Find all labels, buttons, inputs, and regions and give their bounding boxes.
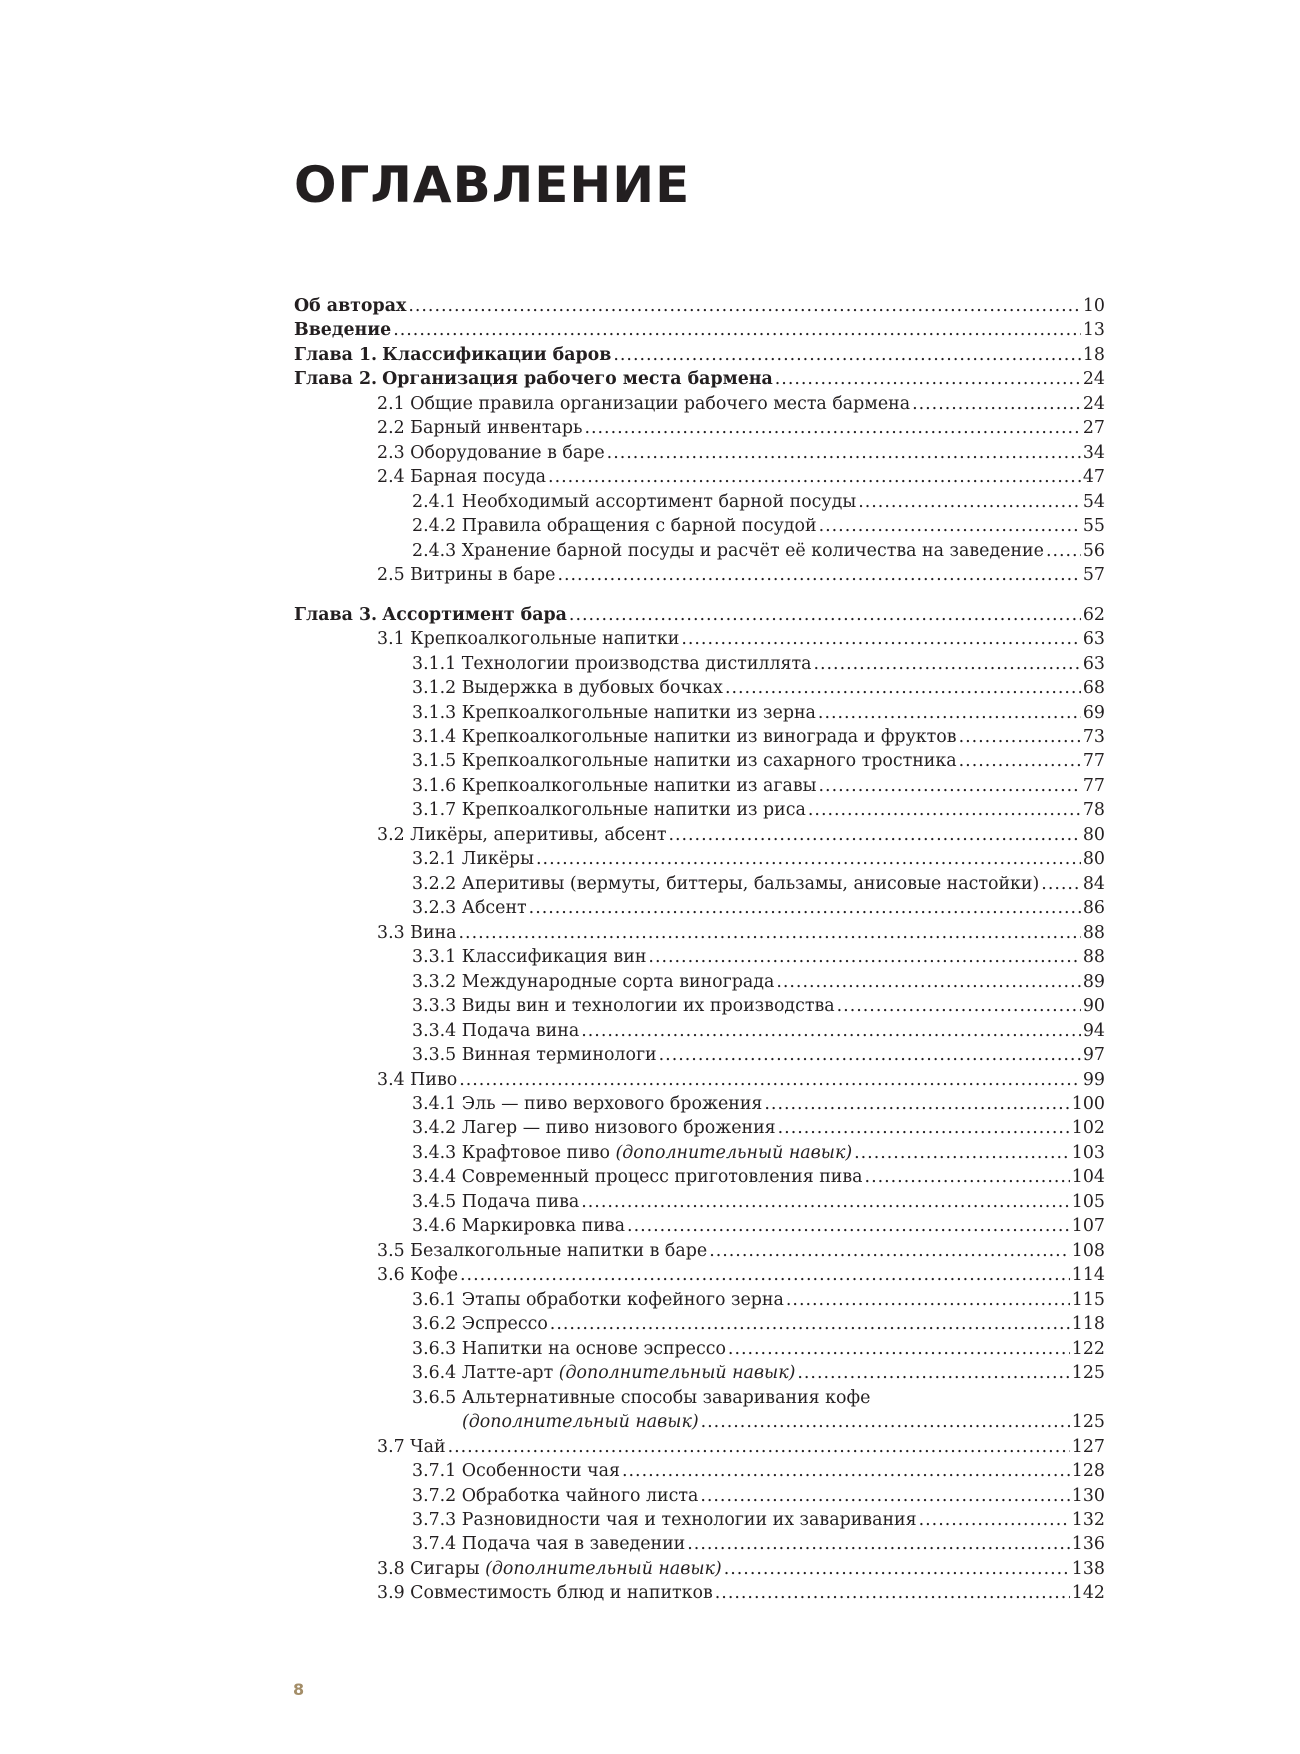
toc-entry[interactable] bbox=[294, 441, 1105, 465]
toc-page-number: 132 bbox=[1071, 1509, 1105, 1530]
toc-entry-label bbox=[377, 392, 910, 416]
toc-page-number: 54 bbox=[1082, 491, 1105, 512]
toc-page-number: 130 bbox=[1071, 1485, 1105, 1506]
toc-dot-leader bbox=[808, 798, 1081, 822]
toc-entry-title: 3.7.3 Разновидности чая и технологии их заваривания bbox=[412, 1509, 917, 1530]
toc-entry[interactable] bbox=[294, 490, 1105, 514]
toc-entry[interactable] bbox=[294, 563, 1105, 587]
toc-entry[interactable] bbox=[294, 603, 1105, 627]
toc-entry-title: 3.1.4 Крепкоалкогольные напитки из винограда и фруктов bbox=[412, 726, 957, 747]
toc-entry-title: 3.2.2 Аперитивы (вермуты, биттеры, бальзамы, анисовые настойки) bbox=[412, 873, 1040, 894]
toc-entry[interactable] bbox=[294, 367, 1105, 391]
toc-entry[interactable] bbox=[294, 1239, 1105, 1263]
toc-entry[interactable] bbox=[294, 749, 1105, 773]
toc-page-number: 100 bbox=[1071, 1094, 1105, 1114]
toc-entry-label bbox=[412, 1043, 657, 1067]
toc-entry-title: 3.1.3 Крепкоалкогольные напитки из зерна bbox=[412, 702, 816, 723]
toc-entry[interactable] bbox=[294, 798, 1105, 822]
toc-entry-title: Ассортимент бара bbox=[382, 604, 567, 625]
toc-page-number: 68 bbox=[1082, 678, 1105, 699]
toc-page-number: 138 bbox=[1071, 1558, 1105, 1579]
toc-entry[interactable] bbox=[294, 416, 1105, 440]
toc-chapter-number: Глава 2. bbox=[294, 369, 378, 390]
toc-entry[interactable] bbox=[294, 701, 1105, 725]
toc-page-number: 13 bbox=[1082, 320, 1105, 341]
toc-entry[interactable] bbox=[294, 1116, 1105, 1140]
toc-page-number: 18 bbox=[1082, 344, 1105, 365]
toc-entry-label bbox=[412, 774, 817, 798]
toc-entry-title: 3.4.3 Крафтовое пиво bbox=[412, 1142, 610, 1163]
toc-entry[interactable] bbox=[294, 514, 1105, 538]
toc-entry-label bbox=[377, 921, 457, 945]
toc-entry[interactable] bbox=[294, 1508, 1105, 1532]
toc-entry[interactable] bbox=[294, 1165, 1105, 1189]
toc-entry-title: 3.4.1 Эль — пиво верхового брожения bbox=[412, 1094, 763, 1114]
toc-entry-label bbox=[412, 970, 774, 994]
toc-entry-title: 3.8 Сигары bbox=[377, 1558, 480, 1579]
toc-entry-label bbox=[377, 1263, 458, 1287]
toc-page-number: 63 bbox=[1082, 653, 1105, 674]
toc-entry-label bbox=[412, 1092, 762, 1116]
toc-entry-title: 3.2.1 Ликёры bbox=[412, 849, 535, 870]
toc-page-number: 125 bbox=[1071, 1412, 1105, 1433]
toc-page-number: 47 bbox=[1082, 467, 1105, 488]
toc-entry[interactable] bbox=[294, 392, 1105, 416]
toc-entry-title: 3.7.4 Подача чая в заведении bbox=[412, 1534, 686, 1555]
toc-entry-label bbox=[412, 749, 957, 773]
toc-dot-leader bbox=[557, 563, 1080, 587]
toc-dot-leader bbox=[959, 725, 1081, 749]
toc-dot-leader bbox=[550, 1312, 1070, 1336]
toc-entry-title: 2.2 Барный инвентарь bbox=[377, 418, 583, 439]
toc-page-number: 102 bbox=[1071, 1118, 1105, 1139]
toc-entry-title: 3.7 Чай bbox=[377, 1436, 446, 1457]
toc-entry-note: (дополнительный навык) bbox=[615, 1142, 853, 1163]
toc-page-number: 125 bbox=[1071, 1363, 1105, 1384]
toc-dot-leader bbox=[919, 1508, 1070, 1532]
toc-entry-title: 2.4.3 Хранение барной посуды и расчёт её количества на заведение bbox=[412, 540, 1044, 561]
toc-dot-leader bbox=[627, 1214, 1070, 1238]
toc-entry-label bbox=[412, 872, 1039, 896]
toc-entry-label bbox=[412, 896, 527, 920]
toc-entry[interactable] bbox=[294, 1019, 1105, 1043]
toc-entry-title: 2.4 Барная посуда bbox=[377, 467, 547, 488]
toc-page-number: 104 bbox=[1071, 1167, 1105, 1188]
toc-dot-leader bbox=[797, 1361, 1069, 1385]
toc-entry-label bbox=[377, 441, 605, 465]
toc-dot-leader bbox=[529, 896, 1081, 920]
toc-entry-label bbox=[412, 1214, 625, 1238]
toc-entry-label bbox=[412, 798, 806, 822]
toc-page-number: 24 bbox=[1082, 393, 1105, 414]
toc-dot-leader bbox=[700, 1484, 1069, 1508]
toc-entry-label bbox=[412, 945, 646, 969]
toc-entry-note: (дополнительный навык) bbox=[462, 1412, 699, 1433]
toc-entry-label bbox=[377, 1068, 457, 1092]
toc-page-number: 84 bbox=[1082, 873, 1105, 894]
toc-entry-title: 2.4.1 Необходимый ассортимент барной посуды bbox=[412, 491, 857, 512]
toc-entry-note: (дополнительный навык) bbox=[485, 1558, 722, 1579]
toc-entry-title: 3.1.2 Выдержка в дубовых бочках bbox=[412, 678, 723, 699]
page-number: 8 bbox=[293, 1680, 305, 1699]
toc-entry-label bbox=[412, 652, 811, 676]
toc-entry-title: 2.1 Общие правила организации рабочего места бармена bbox=[377, 393, 911, 414]
toc-entry[interactable] bbox=[294, 1361, 1105, 1385]
toc-entry[interactable] bbox=[294, 994, 1105, 1018]
toc-entry-label bbox=[377, 627, 679, 651]
toc-entry-title: 3.3.1 Классификация вин bbox=[412, 947, 647, 968]
toc-entry-label bbox=[412, 539, 1044, 563]
toc-entry[interactable] bbox=[294, 1459, 1105, 1483]
toc-entry-label bbox=[412, 1459, 620, 1483]
toc-entry-title: 3.1.6 Крепкоалкогольные напитки из агавы bbox=[412, 775, 817, 796]
toc-page-number: 142 bbox=[1071, 1583, 1105, 1604]
toc-entry-title: 3.6.2 Эспрессо bbox=[412, 1314, 548, 1335]
toc-dot-leader bbox=[837, 994, 1081, 1018]
toc-page-number: 108 bbox=[1071, 1240, 1105, 1261]
toc-dot-leader bbox=[681, 627, 1081, 651]
toc-entry-label bbox=[462, 1410, 699, 1434]
toc-dot-leader bbox=[819, 514, 1081, 538]
toc-dot-leader bbox=[728, 1337, 1070, 1361]
toc-entry[interactable] bbox=[294, 1435, 1105, 1459]
toc-entry-note: (дополнительный навык) bbox=[558, 1363, 796, 1384]
toc-page-number: 56 bbox=[1082, 540, 1105, 561]
toc-entry[interactable] bbox=[294, 1214, 1105, 1238]
toc-dot-leader bbox=[536, 847, 1081, 871]
toc-page-number: 114 bbox=[1071, 1265, 1105, 1286]
toc-entry[interactable] bbox=[294, 652, 1105, 676]
toc-entry[interactable] bbox=[294, 1410, 1105, 1434]
toc-entry-title: 3.1.5 Крепкоалкогольные напитки из сахарного тростника bbox=[412, 751, 957, 772]
toc-page-number: 77 bbox=[1082, 751, 1105, 772]
toc-entry-label bbox=[377, 1557, 722, 1581]
toc-page-number: 103 bbox=[1071, 1142, 1105, 1163]
toc-page-number: 105 bbox=[1071, 1191, 1105, 1212]
toc-dot-leader bbox=[715, 1581, 1070, 1605]
toc-entry-title: 3.3.4 Подача вина bbox=[412, 1020, 580, 1041]
toc-page-number: 107 bbox=[1071, 1216, 1105, 1237]
toc-dot-leader bbox=[1041, 872, 1081, 896]
toc-page-number: 24 bbox=[1082, 369, 1105, 390]
toc-page-number: 90 bbox=[1082, 996, 1105, 1017]
toc-entry-title: 3.6 Кофе bbox=[377, 1265, 459, 1286]
toc-page-number: 88 bbox=[1082, 922, 1105, 943]
toc-entry-label bbox=[412, 490, 856, 514]
toc-entry[interactable] bbox=[294, 294, 1105, 318]
toc-dot-leader bbox=[569, 603, 1081, 627]
toc-dot-leader bbox=[613, 343, 1081, 367]
toc-entry[interactable] bbox=[294, 1043, 1105, 1067]
toc-chapter-number: Глава 1. bbox=[294, 344, 378, 365]
toc-entry-label bbox=[412, 1312, 548, 1336]
toc-dot-leader bbox=[408, 294, 1081, 318]
toc-entry-title: Организация рабочего места бармена bbox=[382, 369, 773, 390]
toc-page-number: 80 bbox=[1082, 824, 1105, 845]
toc-entry-label bbox=[412, 994, 835, 1018]
toc-page-number: 77 bbox=[1082, 775, 1105, 796]
toc-entry-label bbox=[412, 1116, 776, 1140]
toc-entry-label bbox=[412, 1508, 917, 1532]
toc-page-number: 80 bbox=[1082, 849, 1105, 870]
toc-page-number: 78 bbox=[1082, 800, 1105, 821]
toc-dot-leader bbox=[548, 465, 1081, 489]
toc-entry[interactable] bbox=[294, 725, 1105, 749]
toc-entry-title: 3.3 Вина bbox=[377, 922, 457, 943]
toc-entry[interactable] bbox=[294, 1532, 1105, 1556]
toc-entry-title: Об авторах bbox=[294, 296, 407, 316]
toc-page-number: 34 bbox=[1082, 442, 1105, 463]
toc-page-number: 62 bbox=[1082, 604, 1105, 625]
toc-entry-label bbox=[294, 367, 773, 391]
toc-entry[interactable] bbox=[294, 465, 1105, 489]
toc-entry-title: 3.4.4 Современный процесс приготовления пива bbox=[412, 1167, 863, 1188]
toc-entry-label bbox=[412, 1019, 579, 1043]
toc-page-number: 57 bbox=[1082, 565, 1105, 586]
toc-entry[interactable] bbox=[294, 896, 1105, 920]
toc-page-number: 63 bbox=[1082, 629, 1105, 650]
toc-entry-label bbox=[412, 1288, 784, 1312]
toc-entry-title: 3.1 Крепкоалкогольные напитки bbox=[377, 629, 680, 650]
toc-entry-title: 3.7.1 Особенности чая bbox=[412, 1461, 620, 1482]
toc-entry[interactable] bbox=[294, 343, 1105, 367]
toc-dot-leader bbox=[854, 1141, 1070, 1165]
toc-entry[interactable] bbox=[294, 318, 1105, 342]
toc-page-number: 128 bbox=[1071, 1461, 1105, 1482]
toc-entry-title: Классификации баров bbox=[382, 344, 612, 365]
toc-dot-leader bbox=[865, 1165, 1070, 1189]
toc-dot-leader bbox=[778, 1116, 1070, 1140]
toc-entry-title: 3.3.2 Международные сорта винограда bbox=[412, 971, 775, 992]
toc-dot-leader bbox=[648, 945, 1080, 969]
toc-dot-leader bbox=[581, 1019, 1081, 1043]
toc-entry-label bbox=[377, 823, 666, 847]
toc-entry-title: 3.4.5 Подача пива bbox=[412, 1191, 580, 1212]
toc-page-number: 118 bbox=[1071, 1314, 1105, 1335]
toc-entry-title: 3.3.5 Винная терминологи bbox=[412, 1045, 657, 1066]
toc-page-number: 122 bbox=[1071, 1338, 1105, 1359]
toc-entry[interactable] bbox=[294, 921, 1105, 945]
toc-entry-title: 3.6.5 Альтернативные способы заваривания кофе bbox=[412, 1387, 871, 1408]
toc-entry[interactable] bbox=[294, 1484, 1105, 1508]
toc-dot-leader bbox=[776, 970, 1081, 994]
toc-entry[interactable] bbox=[294, 774, 1105, 798]
toc-entry[interactable] bbox=[294, 1337, 1105, 1361]
toc-entry[interactable] bbox=[294, 1141, 1105, 1165]
toc-entry[interactable] bbox=[294, 1581, 1105, 1605]
toc-dot-leader bbox=[701, 1410, 1070, 1434]
toc-entry-title: 3.6.1 Этапы обработки кофейного зерна bbox=[412, 1289, 784, 1310]
toc-dot-leader bbox=[818, 701, 1081, 725]
toc-page-number: 69 bbox=[1082, 702, 1105, 723]
table-of-contents bbox=[294, 294, 1105, 1606]
toc-entry[interactable] bbox=[294, 627, 1105, 651]
toc-page-number: 55 bbox=[1082, 516, 1105, 537]
toc-entry[interactable] bbox=[294, 823, 1105, 847]
toc-entry[interactable] bbox=[294, 1092, 1105, 1116]
toc-entry-title: 3.7.2 Обработка чайного листа bbox=[412, 1485, 699, 1506]
toc-dot-leader bbox=[607, 441, 1081, 465]
toc-dot-leader bbox=[448, 1435, 1070, 1459]
toc-entry-label bbox=[412, 1165, 863, 1189]
toc-entry-label bbox=[412, 676, 723, 700]
toc-entry-label bbox=[412, 514, 817, 538]
toc-entry[interactable] bbox=[294, 1068, 1105, 1092]
toc-page-number: 99 bbox=[1082, 1069, 1105, 1090]
toc-entry-label bbox=[377, 416, 582, 440]
toc-dot-leader bbox=[813, 652, 1080, 676]
toc-entry-label bbox=[377, 563, 555, 587]
toc-entry-title: 2.3 Оборудование в баре bbox=[377, 442, 605, 463]
toc-entry-label bbox=[412, 1386, 870, 1410]
toc-entry[interactable] bbox=[294, 847, 1105, 871]
toc-entry-title: 3.2.3 Абсент bbox=[412, 898, 527, 919]
toc-dot-leader bbox=[775, 367, 1081, 391]
toc-entry-label bbox=[294, 343, 611, 367]
toc-dot-leader bbox=[460, 1263, 1070, 1287]
toc-entry-label bbox=[377, 1435, 446, 1459]
toc-dot-leader bbox=[393, 318, 1081, 342]
toc-entry-label bbox=[412, 1361, 795, 1385]
toc-entry[interactable] bbox=[294, 872, 1105, 896]
toc-entry[interactable] bbox=[294, 970, 1105, 994]
toc-entry-label bbox=[412, 847, 534, 871]
toc-entry[interactable] bbox=[294, 1386, 1105, 1410]
toc-entry-title: 2.5 Витрины в баре bbox=[377, 565, 556, 586]
toc-entry[interactable] bbox=[294, 539, 1105, 563]
toc-entry-title: 3.2 Ликёры, аперитивы, абсент bbox=[377, 824, 667, 845]
toc-dot-leader bbox=[459, 921, 1081, 945]
toc-entry-label bbox=[294, 294, 406, 318]
toc-entry-label bbox=[412, 1141, 852, 1165]
toc-dot-leader bbox=[622, 1459, 1070, 1483]
toc-page-number: 27 bbox=[1082, 418, 1105, 439]
toc-dot-leader bbox=[581, 1190, 1070, 1214]
toc-page-number: 127 bbox=[1071, 1436, 1105, 1457]
toc-entry-label bbox=[412, 1190, 579, 1214]
toc-page-number: 88 bbox=[1082, 947, 1105, 968]
toc-page-number: 10 bbox=[1082, 296, 1105, 316]
toc-entry[interactable] bbox=[294, 1288, 1105, 1312]
toc-dot-leader bbox=[709, 1239, 1070, 1263]
toc-entry-label bbox=[412, 1484, 698, 1508]
toc-dot-leader bbox=[858, 490, 1081, 514]
toc-entry[interactable] bbox=[294, 1557, 1105, 1581]
toc-dot-leader bbox=[459, 1068, 1081, 1092]
toc-dot-leader bbox=[724, 1557, 1070, 1581]
toc-chapter-number: Глава 3. bbox=[294, 604, 378, 625]
toc-dot-leader bbox=[819, 774, 1081, 798]
toc-entry-label bbox=[377, 1581, 713, 1605]
toc-dot-leader bbox=[786, 1288, 1070, 1312]
toc-entry-label bbox=[377, 465, 546, 489]
toc-page-number: 115 bbox=[1071, 1289, 1105, 1310]
toc-entry-label bbox=[412, 725, 957, 749]
toc-entry-title: 3.6.4 Латте-арт bbox=[412, 1363, 554, 1384]
toc-entry-title: Введение bbox=[294, 320, 392, 341]
toc-page-number: 73 bbox=[1082, 726, 1105, 747]
toc-page-number: 94 bbox=[1082, 1020, 1105, 1041]
toc-entry[interactable] bbox=[294, 1190, 1105, 1214]
toc-dot-leader bbox=[687, 1532, 1070, 1556]
toc-dot-leader bbox=[959, 749, 1081, 773]
toc-entry-title: 3.4.2 Лагер — пиво низового брожения bbox=[412, 1118, 776, 1139]
toc-dot-leader bbox=[725, 676, 1081, 700]
toc-entry-title: 3.1.7 Крепкоалкогольные напитки из риса bbox=[412, 800, 806, 821]
toc-entry[interactable] bbox=[294, 1263, 1105, 1287]
toc-page-number: 89 bbox=[1082, 971, 1105, 992]
toc-entry[interactable] bbox=[294, 945, 1105, 969]
toc-dot-leader bbox=[668, 823, 1080, 847]
toc-entry-label bbox=[412, 1337, 726, 1361]
toc-entry-label bbox=[377, 1239, 707, 1263]
toc-entry[interactable] bbox=[294, 676, 1105, 700]
toc-dot-leader bbox=[912, 392, 1081, 416]
toc-entry-title: 3.9 Совместимость блюд и напитков bbox=[377, 1583, 713, 1604]
toc-page-number: 97 bbox=[1082, 1045, 1105, 1066]
page-title: ОГЛАВЛЕНИЕ bbox=[294, 156, 691, 214]
toc-entry-label bbox=[294, 318, 391, 342]
toc-entry-title: 3.5 Безалкогольные напитки в баре bbox=[377, 1240, 708, 1261]
toc-entry-title: 3.3.3 Виды вин и технологии их производства bbox=[412, 996, 835, 1017]
toc-entry[interactable] bbox=[294, 1312, 1105, 1336]
toc-dot-leader bbox=[659, 1043, 1081, 1067]
toc-entry-label bbox=[412, 701, 816, 725]
toc-entry-title: 3.4 Пиво bbox=[377, 1069, 458, 1090]
toc-dot-leader bbox=[1046, 539, 1081, 563]
toc-dot-leader bbox=[764, 1092, 1069, 1116]
toc-entry-label bbox=[412, 1532, 685, 1556]
toc-entry-label bbox=[294, 603, 567, 627]
toc-entry-title: 3.6.3 Напитки на основе эспрессо bbox=[412, 1338, 726, 1359]
toc-entry-title: 2.4.2 Правила обращения с барной посудой bbox=[412, 516, 817, 537]
toc-page-number: 136 bbox=[1071, 1534, 1105, 1555]
toc-entry-title: 3.1.1 Технологии производства дистиллята bbox=[412, 653, 812, 674]
toc-entry-title: 3.4.6 Маркировка пива bbox=[412, 1216, 626, 1237]
toc-page-number: 86 bbox=[1082, 898, 1105, 919]
toc-dot-leader bbox=[584, 416, 1080, 440]
